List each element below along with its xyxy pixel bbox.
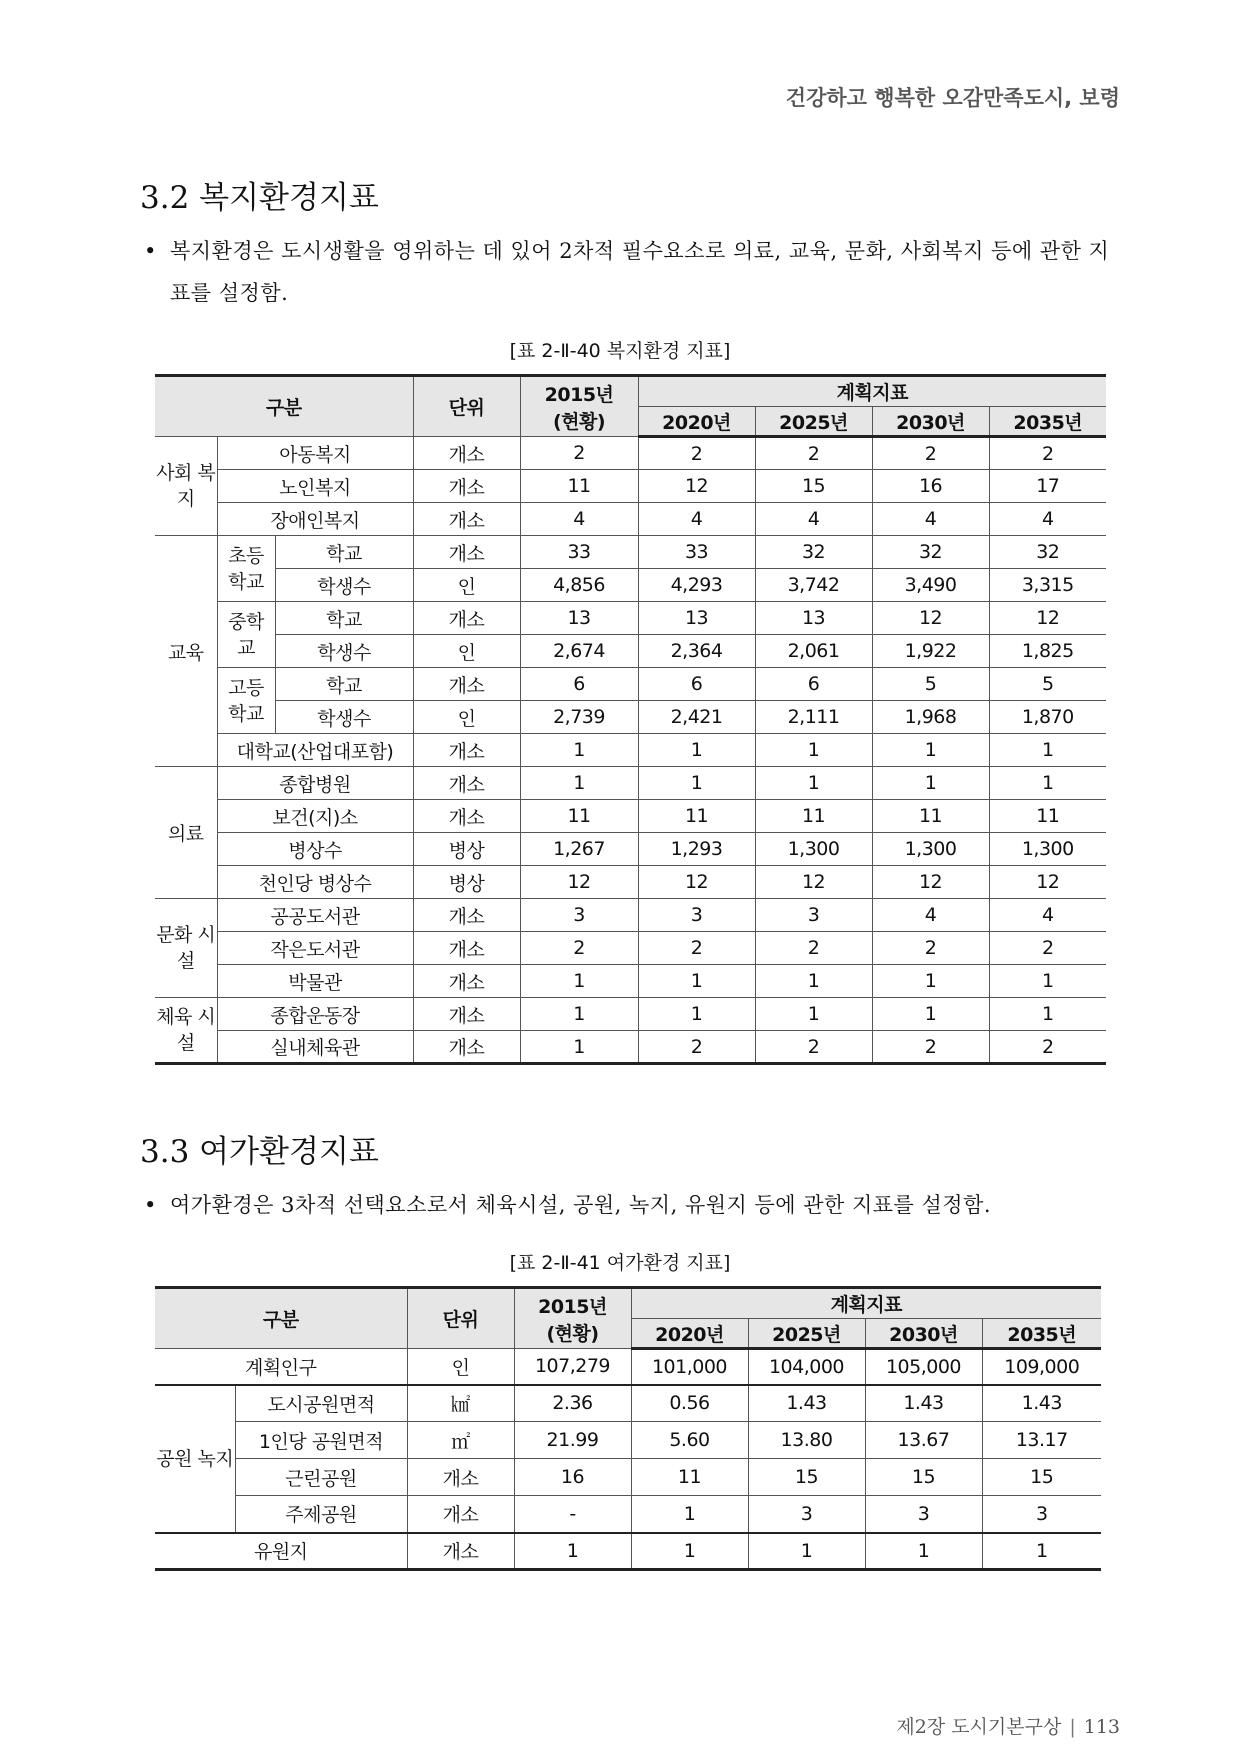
cell: 2.36 <box>514 1385 631 1422</box>
welfare-indicator-table <box>155 374 1106 1065</box>
table-row <box>155 536 1106 569</box>
table-row <box>155 1533 1101 1570</box>
cell: 12 <box>872 866 989 899</box>
table-row <box>155 602 1106 635</box>
group-education: 교육 <box>155 536 217 767</box>
row-unit: 개소 <box>413 965 520 998</box>
row-unit: 개소 <box>413 1031 520 1064</box>
header-base-year: 2015년 (현황) <box>514 1288 631 1349</box>
row-unit: 인 <box>413 701 520 734</box>
cell: 12 <box>755 866 872 899</box>
header-year: 2025년 <box>755 407 872 437</box>
row-label: 실내체육관 <box>217 1031 413 1064</box>
row-label: 대학교(산업대포함) <box>217 734 413 767</box>
leisure-indicator-table <box>155 1286 1101 1571</box>
cell: 1 <box>872 734 989 767</box>
cell: 3 <box>748 1496 865 1533</box>
table-row <box>155 635 1106 668</box>
row-label: 학생수 <box>275 635 413 668</box>
row-unit: 개소 <box>413 668 520 701</box>
cell: 2,061 <box>755 635 872 668</box>
cell: 16 <box>514 1459 631 1496</box>
row-unit: 개소 <box>407 1533 514 1570</box>
cell: 1,300 <box>755 833 872 866</box>
header-category: 구분 <box>155 1288 407 1349</box>
row-label: 도시공원면적 <box>235 1385 407 1422</box>
cell: 1 <box>989 767 1106 800</box>
page-footer <box>896 1712 1120 1739</box>
cell: 13.67 <box>865 1422 982 1459</box>
cell: 1.43 <box>865 1385 982 1422</box>
cell: 1 <box>520 734 638 767</box>
cell: 3 <box>520 899 638 932</box>
cell: 2 <box>872 437 989 470</box>
cell: 4 <box>520 503 638 536</box>
row-label: 학생수 <box>275 701 413 734</box>
cell: 1 <box>514 1533 631 1570</box>
table-row <box>155 800 1106 833</box>
cell: 4 <box>989 899 1106 932</box>
cell: 13 <box>638 602 755 635</box>
cell: 2 <box>755 932 872 965</box>
section-heading-welfare: 3.2 복지환경지표 <box>140 180 379 216</box>
table-row <box>155 1031 1106 1064</box>
row-label: 병상수 <box>217 833 413 866</box>
cell: 1 <box>755 965 872 998</box>
row-label: 보건(지)소 <box>217 800 413 833</box>
cell: 12 <box>989 602 1106 635</box>
table-row <box>155 965 1106 998</box>
row-unit: 개소 <box>413 899 520 932</box>
cell: 3,742 <box>755 569 872 602</box>
cell: 1,267 <box>520 833 638 866</box>
cell: 3 <box>982 1496 1101 1533</box>
row-label: 학교 <box>275 536 413 569</box>
cell: 1 <box>872 998 989 1031</box>
table-row <box>155 1385 1101 1422</box>
row-label: 유원지 <box>155 1533 407 1570</box>
row-label: 종합운동장 <box>217 998 413 1031</box>
row-label: 작은도서관 <box>217 932 413 965</box>
cell: 12 <box>872 602 989 635</box>
cell: 2 <box>638 932 755 965</box>
cell: 11 <box>755 800 872 833</box>
row-unit: 인 <box>407 1349 514 1385</box>
row-label: 천인당 병상수 <box>217 866 413 899</box>
cell: 5 <box>989 668 1106 701</box>
cell: 2 <box>872 1031 989 1064</box>
cell: 13.17 <box>982 1422 1101 1459</box>
cell: 2 <box>520 437 638 470</box>
row-label: 학생수 <box>275 569 413 602</box>
row-label: 1인당 공원면적 <box>235 1422 407 1459</box>
row-unit: 개소 <box>413 437 520 470</box>
cell: 6 <box>638 668 755 701</box>
row-label: 노인복지 <box>217 470 413 503</box>
cell: 1,300 <box>989 833 1106 866</box>
cell: 13.80 <box>748 1422 865 1459</box>
table-row <box>155 1459 1101 1496</box>
row-unit: 병상 <box>413 833 520 866</box>
cell: 11 <box>989 800 1106 833</box>
header-year: 2030년 <box>865 1319 982 1349</box>
cell: 4,293 <box>638 569 755 602</box>
table-row <box>155 899 1106 932</box>
cell: 6 <box>755 668 872 701</box>
cell: 1 <box>520 998 638 1031</box>
table-row <box>155 767 1106 800</box>
cell: 2,111 <box>755 701 872 734</box>
header-year: 2020년 <box>638 407 755 437</box>
cell: 1 <box>982 1533 1101 1570</box>
cell: 3 <box>755 899 872 932</box>
header-year: 2030년 <box>872 407 989 437</box>
cell: 1 <box>748 1533 865 1570</box>
table2-caption: [표 2-Ⅱ-41 여가환경 지표] <box>509 1252 731 1274</box>
header-plan: 계획지표 <box>631 1288 1101 1319</box>
cell: 15 <box>755 470 872 503</box>
row-label: 박물관 <box>217 965 413 998</box>
cell: 17 <box>989 470 1106 503</box>
cell: 1,922 <box>872 635 989 668</box>
table-row <box>155 437 1106 470</box>
cell: 109,000 <box>982 1349 1101 1385</box>
cell: 1 <box>520 1031 638 1064</box>
row-unit: 인 <box>413 635 520 668</box>
row-unit: 개소 <box>413 800 520 833</box>
row-unit: 인 <box>413 569 520 602</box>
row-unit: 개소 <box>413 734 520 767</box>
cell: 0.56 <box>631 1385 748 1422</box>
cell: 11 <box>631 1459 748 1496</box>
cell: 2 <box>638 1031 755 1064</box>
group-park-green: 공원 녹지 <box>155 1385 235 1533</box>
cell: 1 <box>631 1533 748 1570</box>
cell: 12 <box>638 470 755 503</box>
cell: 2,739 <box>520 701 638 734</box>
header-unit: 단위 <box>407 1288 514 1349</box>
cell: 107,279 <box>514 1349 631 1385</box>
cell: 1.43 <box>748 1385 865 1422</box>
cell: 3 <box>638 899 755 932</box>
footer-separator: | <box>1069 1716 1076 1738</box>
cell: 1 <box>989 734 1106 767</box>
table-row <box>155 701 1106 734</box>
cell: 3,315 <box>989 569 1106 602</box>
table-row <box>155 998 1106 1031</box>
row-unit: 개소 <box>413 470 520 503</box>
subgroup-elementary: 초등 학교 <box>217 536 275 602</box>
cell: 2 <box>638 437 755 470</box>
cell: 1,293 <box>638 833 755 866</box>
group-sports: 체육 시설 <box>155 998 217 1064</box>
row-label: 주제공원 <box>235 1496 407 1533</box>
cell: 1 <box>638 767 755 800</box>
cell: 11 <box>872 800 989 833</box>
table-row <box>155 866 1106 899</box>
header-year: 2035년 <box>982 1319 1101 1349</box>
cell: 1 <box>989 965 1106 998</box>
row-unit: 개소 <box>413 767 520 800</box>
cell: 5 <box>872 668 989 701</box>
cell: 16 <box>872 470 989 503</box>
table-row <box>155 734 1106 767</box>
cell: 33 <box>638 536 755 569</box>
cell: 2 <box>755 437 872 470</box>
running-header: 건강하고 행복한 오감만족도시, 보령 <box>785 86 1120 110</box>
cell: 3,490 <box>872 569 989 602</box>
cell: 1 <box>872 767 989 800</box>
cell: 12 <box>989 866 1106 899</box>
table-row <box>155 503 1106 536</box>
row-unit: 병상 <box>413 866 520 899</box>
cell: 4 <box>989 503 1106 536</box>
cell: 11 <box>520 800 638 833</box>
cell: 3 <box>865 1496 982 1533</box>
cell: 2 <box>872 932 989 965</box>
row-label: 근린공원 <box>235 1459 407 1496</box>
row-unit: 개소 <box>413 602 520 635</box>
cell: 101,000 <box>631 1349 748 1385</box>
row-label: 계획인구 <box>155 1349 407 1385</box>
cell: 1 <box>872 965 989 998</box>
cell: 2 <box>520 932 638 965</box>
cell: - <box>514 1496 631 1533</box>
header-year: 2025년 <box>748 1319 865 1349</box>
row-unit: 개소 <box>413 536 520 569</box>
cell: 1.43 <box>982 1385 1101 1422</box>
cell: 5.60 <box>631 1422 748 1459</box>
group-culture: 문화 시설 <box>155 899 217 998</box>
cell: 1,968 <box>872 701 989 734</box>
row-unit: 개소 <box>413 503 520 536</box>
cell: 2 <box>989 932 1106 965</box>
cell: 1 <box>638 965 755 998</box>
table-row <box>155 470 1106 503</box>
cell: 12 <box>638 866 755 899</box>
row-label: 공공도서관 <box>217 899 413 932</box>
cell: 33 <box>520 536 638 569</box>
header-base-year: 2015년 (현황) <box>520 376 638 437</box>
leisure-description: • 여가환경은 3차적 선택요소로서 체육시설, 공원, 녹지, 유원지 등에 관한 지표를 설정함. <box>170 1184 1120 1226</box>
cell: 1,300 <box>872 833 989 866</box>
cell: 11 <box>638 800 755 833</box>
cell: 1 <box>520 767 638 800</box>
cell: 6 <box>520 668 638 701</box>
cell: 1 <box>638 734 755 767</box>
cell: 13 <box>520 602 638 635</box>
row-unit: ㎡ <box>407 1422 514 1459</box>
cell: 32 <box>872 536 989 569</box>
table-row <box>155 1422 1101 1459</box>
table-row <box>155 1349 1101 1385</box>
table1-caption: [표 2-Ⅱ-40 복지환경 지표] <box>509 340 731 362</box>
cell: 1,870 <box>989 701 1106 734</box>
row-unit: 개소 <box>407 1459 514 1496</box>
cell: 15 <box>748 1459 865 1496</box>
cell: 2,364 <box>638 635 755 668</box>
cell: 4 <box>872 503 989 536</box>
header-year: 2035년 <box>989 407 1106 437</box>
cell: 104,000 <box>748 1349 865 1385</box>
section-heading-leisure: 3.3 여가환경지표 <box>140 1134 379 1170</box>
cell: 2 <box>989 437 1106 470</box>
cell: 2,674 <box>520 635 638 668</box>
row-label: 학교 <box>275 668 413 701</box>
row-label: 종합병원 <box>217 767 413 800</box>
page-number: 113 <box>1083 1716 1120 1738</box>
cell: 32 <box>989 536 1106 569</box>
table-row <box>155 569 1106 602</box>
cell: 2 <box>755 1031 872 1064</box>
cell: 4,856 <box>520 569 638 602</box>
group-medical: 의료 <box>155 767 217 899</box>
row-unit: 개소 <box>413 998 520 1031</box>
cell: 1 <box>865 1533 982 1570</box>
cell: 11 <box>520 470 638 503</box>
cell: 1 <box>520 965 638 998</box>
row-unit: 개소 <box>413 932 520 965</box>
cell: 1 <box>755 734 872 767</box>
group-social-welfare: 사회 복지 <box>155 437 217 536</box>
cell: 2 <box>989 1031 1106 1064</box>
table-row <box>155 668 1106 701</box>
cell: 1 <box>631 1496 748 1533</box>
cell: 4 <box>638 503 755 536</box>
cell: 15 <box>982 1459 1101 1496</box>
cell: 2,421 <box>638 701 755 734</box>
cell: 1 <box>755 998 872 1031</box>
table-row <box>155 833 1106 866</box>
cell: 13 <box>755 602 872 635</box>
row-label: 장애인복지 <box>217 503 413 536</box>
subgroup-high: 고등 학교 <box>217 668 275 734</box>
footer-chapter: 제2장 도시기본구상 <box>896 1716 1062 1738</box>
cell: 4 <box>755 503 872 536</box>
cell: 32 <box>755 536 872 569</box>
cell: 1,825 <box>989 635 1106 668</box>
row-unit: ㎢ <box>407 1385 514 1422</box>
subgroup-middle: 중학 교 <box>217 602 275 668</box>
cell: 21.99 <box>514 1422 631 1459</box>
row-unit: 개소 <box>407 1496 514 1533</box>
welfare-description: • 복지환경은 도시생활을 영위하는 데 있어 2차적 필수요소로 의료, 교육, 문화, 사회복지 등에 관한 지표를 설정함. <box>170 230 1120 314</box>
table-row <box>155 1496 1101 1533</box>
header-plan: 계획지표 <box>638 376 1106 407</box>
cell: 15 <box>865 1459 982 1496</box>
cell: 12 <box>520 866 638 899</box>
cell: 1 <box>638 998 755 1031</box>
cell: 1 <box>989 998 1106 1031</box>
header-unit: 단위 <box>413 376 520 437</box>
cell: 4 <box>872 899 989 932</box>
cell: 105,000 <box>865 1349 982 1385</box>
header-year: 2020년 <box>631 1319 748 1349</box>
row-label: 아동복지 <box>217 437 413 470</box>
header-category: 구분 <box>155 376 413 437</box>
cell: 1 <box>755 767 872 800</box>
table-row <box>155 932 1106 965</box>
row-label: 학교 <box>275 602 413 635</box>
